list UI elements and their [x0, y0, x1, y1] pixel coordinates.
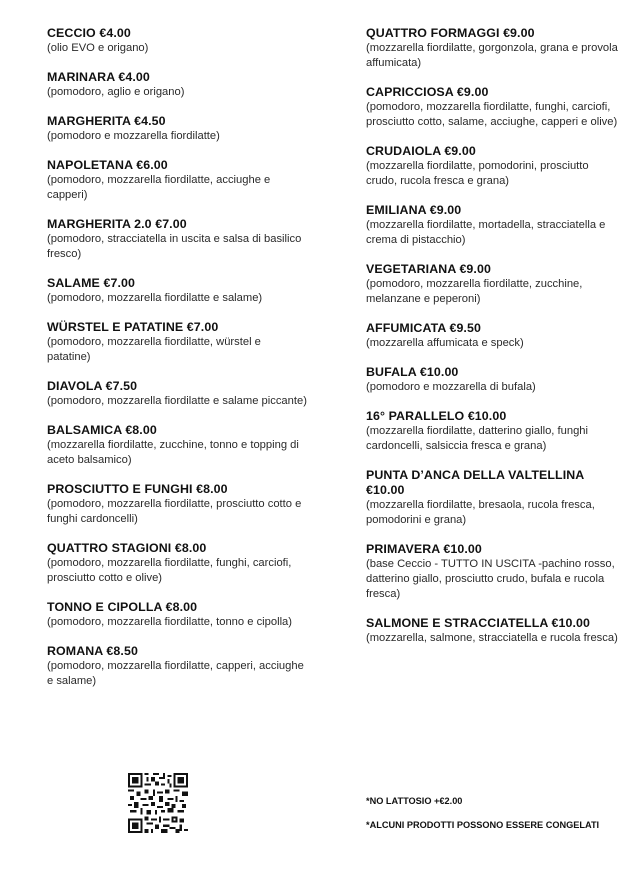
item-title: PUNTA D’ANCA DELLA VALTELLINA €10.00 [366, 468, 584, 497]
item-title: NAPOLETANA €6.00 [47, 158, 168, 172]
item-description: (pomodoro, mozzarella fiordilatte, tonno e cipolla) [47, 616, 293, 628]
item-title: BUFALA €10.00 [366, 365, 459, 379]
menu-item-primavera [366, 542, 622, 602]
item-title: MARINARA €4.00 [47, 70, 150, 84]
item-description: (pomodoro, aglio e origano) [47, 86, 185, 98]
menu-item-marinara [47, 70, 307, 100]
item-description: (pomodoro, mozzarella fiordilatte, acciughe e capperi) [47, 174, 271, 201]
item-title: EMILIANA €9.00 [366, 203, 462, 217]
menu-item-margherita [47, 114, 307, 144]
item-description: (pomodoro, mozzarella fiordilatte, zucchine, melanzane e peperoni) [366, 278, 583, 305]
menu-item-16-parallelo [366, 409, 622, 454]
item-title: 16° PARALLELO €10.00 [366, 409, 507, 423]
footnotes [366, 795, 599, 831]
item-description: (mozzarella fiordilatte, gorgonzola, grana e provola affumicata) [366, 42, 618, 69]
item-title: TONNO E CIPOLLA €8.00 [47, 600, 198, 614]
item-description: (pomodoro, mozzarella fiordilatte e salame) [47, 292, 263, 304]
menu-item-affumicata [366, 321, 622, 351]
qr-code-icon[interactable] [128, 773, 188, 833]
menu-item-ceccio [47, 26, 307, 56]
menu-item-punta-danca [366, 468, 622, 528]
menu-item-balsamica [47, 423, 307, 468]
item-title: AFFUMICATA €9.50 [366, 321, 481, 335]
item-description: (pomodoro, stracciatella in uscita e salsa di basilico fresco) [47, 233, 302, 260]
item-title: CRUDAIOLA €9.00 [366, 144, 476, 158]
item-title: MARGHERITA 2.0 €7.00 [47, 217, 187, 231]
item-description: (olio EVO e origano) [47, 42, 149, 54]
menu-item-diavola [47, 379, 307, 409]
item-title: QUATTRO STAGIONI €8.00 [47, 541, 207, 555]
item-description: (pomodoro, mozzarella fiordilatte, funghi, carciofi, prosciutto cotto e olive) [47, 557, 292, 584]
item-title: DIAVOLA €7.50 [47, 379, 138, 393]
note-frozen-products: *ALCUNI PRODOTTI POSSONO ESSERE CONGELATI [366, 820, 600, 830]
item-title: PRIMAVERA €10.00 [366, 542, 482, 556]
item-title: SALMONE E STRACCIATELLA €10.00 [366, 616, 590, 630]
item-description: (pomodoro, mozzarella fiordilatte, prosciutto cotto e funghi cardoncelli) [47, 498, 302, 525]
item-title: VEGETARIANA €9.00 [366, 262, 491, 276]
menu-item-quattro-stagioni [47, 541, 307, 586]
menu-item-romana [47, 644, 307, 689]
menu-item-wurstel-patatine [47, 320, 307, 365]
item-description: (pomodoro, mozzarella fiordilatte e salame piccante) [47, 395, 307, 407]
item-description: (mozzarella fiordilatte, bresaola, rucola fresca, pomodorini e grana) [366, 499, 595, 526]
item-description: (base Ceccio - TUTTO IN USCITA -pachino rosso, datterino giallo, prosciutto crudo, bufala e rucola fresca) [366, 558, 615, 600]
menu-item-napoletana [47, 158, 307, 203]
item-title: CECCIO €4.00 [47, 26, 131, 40]
menu-item-emiliana [366, 203, 622, 248]
menu-item-tonno-cipolla [47, 600, 307, 630]
menu-item-capricciosa [366, 85, 622, 130]
menu-item-salame [47, 276, 307, 306]
item-description: (mozzarella fiordilatte, datterino giallo, funghi cardoncelli, salsiccia fresca e grana) [366, 425, 589, 452]
item-description: (mozzarella affumicata e speck) [366, 337, 524, 349]
menu-column-right [366, 26, 622, 660]
item-description: (pomodoro e mozzarella di bufala) [366, 381, 536, 393]
item-description: (mozzarella fiordilatte, zucchine, tonno e topping di aceto balsamico) [47, 439, 299, 466]
menu-item-prosciutto-funghi [47, 482, 307, 527]
item-title: PROSCIUTTO E FUNGHI €8.00 [47, 482, 228, 496]
menu-item-crudaiola [366, 144, 622, 189]
menu-column-left [47, 26, 307, 703]
menu-item-vegetariana [366, 262, 622, 307]
menu-item-bufala [366, 365, 622, 395]
menu-item-margherita-2 [47, 217, 307, 262]
item-description: (pomodoro, mozzarella fiordilatte, würstel e patatine) [47, 336, 261, 363]
item-description: (mozzarella, salmone, stracciatella e rucola fresca) [366, 632, 618, 644]
item-title: QUATTRO FORMAGGI €9.00 [366, 26, 535, 40]
item-description: (pomodoro e mozzarella fiordilatte) [47, 130, 220, 142]
menu-item-quattro-formaggi [366, 26, 622, 71]
item-title: BALSAMICA €8.00 [47, 423, 157, 437]
item-title: WÜRSTEL E PATATINE €7.00 [47, 320, 219, 334]
menu-item-salmone-stracciatella [366, 616, 622, 646]
item-description: (pomodoro, mozzarella fiordilatte, capperi, acciughe e salame) [47, 660, 304, 687]
item-description: (pomodoro, mozzarella fiordilatte, funghi, carciofi, prosciutto cotto, salame, acciughe, capperi e olive) [366, 101, 618, 128]
item-description: (mozzarella fiordilatte, pomodorini, prosciutto crudo, rucola fresca e grana) [366, 160, 589, 187]
item-title: MARGHERITA €4.50 [47, 114, 166, 128]
note-lactose-free: *NO LATTOSIO +€2.00 [366, 796, 463, 806]
item-title: SALAME €7.00 [47, 276, 135, 290]
item-description: (mozzarella fiordilatte, mortadella, stracciatella e crema di pistacchio) [366, 219, 606, 246]
item-title: ROMANA €8.50 [47, 644, 138, 658]
item-title: CAPRICCIOSA €9.00 [366, 85, 489, 99]
